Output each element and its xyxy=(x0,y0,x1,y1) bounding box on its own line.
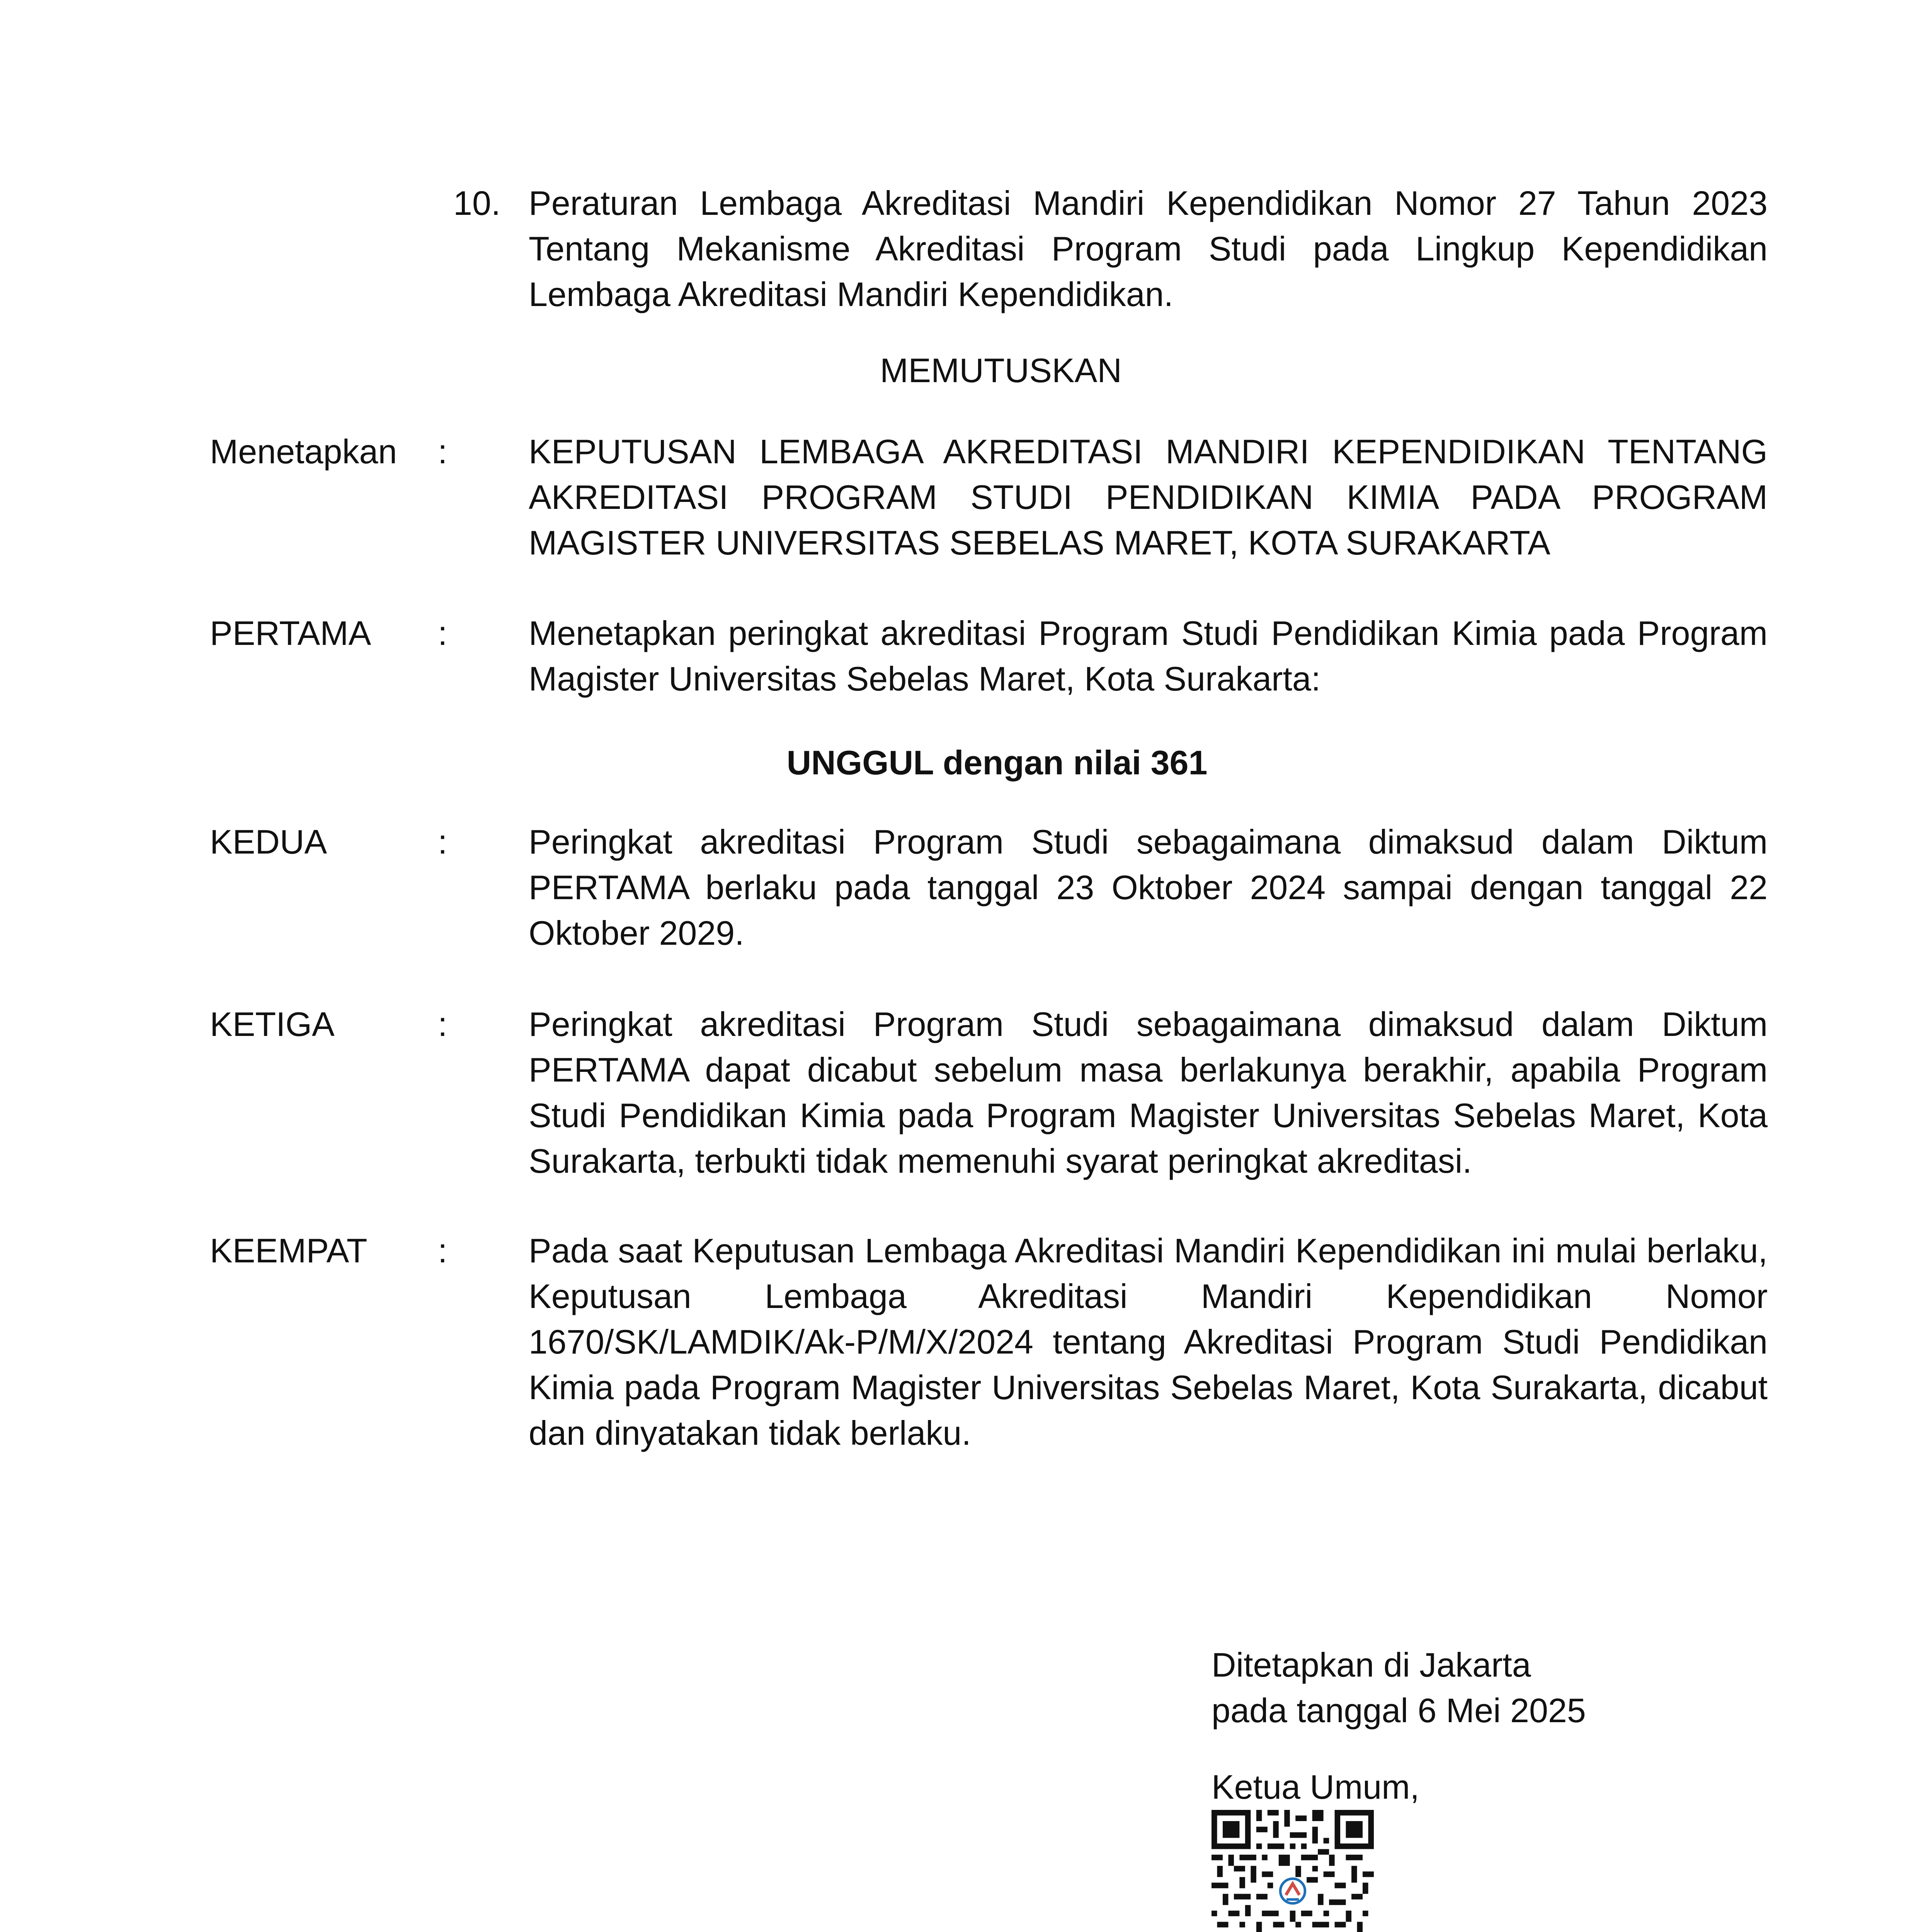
pertama-colon: : xyxy=(438,614,448,652)
qr-code-icon xyxy=(1212,1810,1374,1932)
keempat-colon: : xyxy=(438,1231,448,1270)
menetapkan-label: Menetapkan xyxy=(210,432,397,471)
signature-block xyxy=(1212,1642,1791,1932)
pertama-text: Menetapkan peringkat akreditasi Program Studi Pendidikan Kimia pada Program Magister Universitas Sebelas Maret, Kota Surakarta: xyxy=(529,614,1768,698)
signature-spacing xyxy=(1212,1733,1791,1764)
accreditation-result: UNGGUL dengan nilai 361 xyxy=(786,743,1208,782)
legal-basis-number: 10. xyxy=(453,184,501,222)
keempat-text: Pada saat Keputusan Lembaga Akreditasi Mandiri Kependidikan ini mulai berlaku, Keputusan Lembaga Akreditasi Mandiri Kependidikan Nomor 1670/SK/LAMDIK/Ak-P/M/X/2024 tentang Akreditasi Program Studi Pendidikan Kimia pada Program Magister Universitas Sebelas Maret, Kota Surakarta, dicabut dan dinyatakan tidak berlaku. xyxy=(529,1231,1768,1452)
kedua-text: Peringkat akreditasi Program Studi sebagaimana dimaksud dalam Diktum PERTAMA berlaku pada tanggal 23 Oktober 2024 sampai dengan tanggal 22 Oktober 2029. xyxy=(529,823,1768,952)
pertama-label: PERTAMA xyxy=(210,614,371,652)
menetapkan-colon: : xyxy=(438,432,448,471)
ketiga-label: KETIGA xyxy=(210,1005,335,1043)
signature-date: pada tanggal 6 Mei 2025 xyxy=(1212,1691,1586,1730)
kedua-label: KEDUA xyxy=(210,823,327,861)
ketiga-colon: : xyxy=(438,1005,448,1043)
legal-basis-item-10: Peraturan Lembaga Akreditasi Mandiri Kependidikan Nomor 27 Tahun 2023 Tentang Mekanisme Akreditasi Program Studi pada Lingkup Kependidikan Lembaga Akreditasi Mandiri Kependidikan. xyxy=(529,184,1768,313)
signature-position: Ketua Umum, xyxy=(1212,1768,1419,1806)
keempat-label: KEEMPAT xyxy=(210,1231,368,1270)
ketiga-text: Peringkat akreditasi Program Studi sebagaimana dimaksud dalam Diktum PERTAMA dapat dicabut sebelum masa berlakunya berakhir, apabila Program Studi Pendidikan Kimia pada Program Magister Universitas Sebelas Maret, Kota Surakarta, terbukti tidak memenuhi syarat peringkat akreditasi. xyxy=(529,1005,1768,1180)
decision-heading: MEMUTUSKAN xyxy=(880,351,1122,389)
menetapkan-text: KEPUTUSAN LEMBAGA AKREDITASI MANDIRI KEPENDIDIKAN TENTANG AKREDITASI PROGRAM STUDI PENDIDIKAN KIMIA PADA PROGRAM MAGISTER UNIVERSITAS SEBELAS MARET, KOTA SURAKARTA xyxy=(529,432,1768,562)
signature-place: Ditetapkan di Jakarta xyxy=(1212,1646,1531,1684)
kedua-colon: : xyxy=(438,823,448,861)
